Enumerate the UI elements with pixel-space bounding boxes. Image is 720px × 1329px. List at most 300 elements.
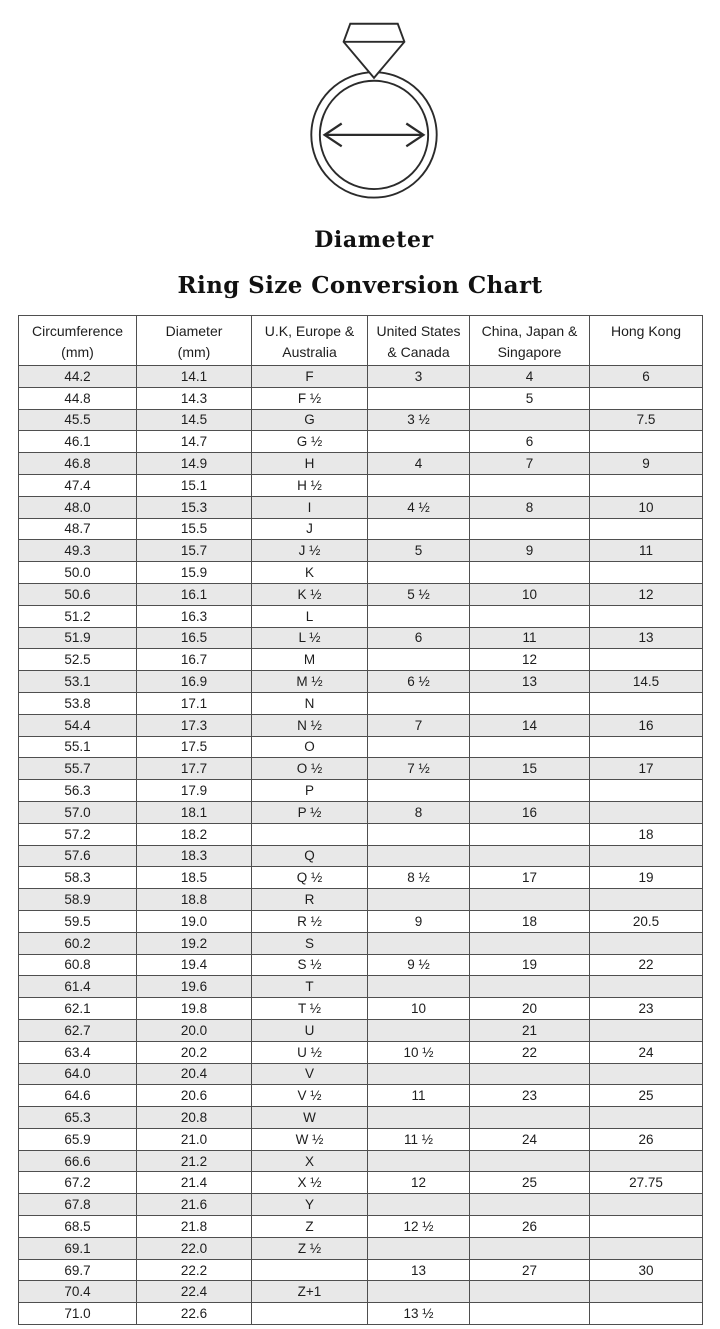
table-cell: U xyxy=(252,1019,368,1041)
table-cell xyxy=(368,976,470,998)
table-row xyxy=(19,409,703,431)
table-cell: 19.4 xyxy=(137,954,252,976)
table-cell: 13 xyxy=(470,671,590,693)
table-row xyxy=(19,758,703,780)
column-header-line1: Circumference xyxy=(31,323,124,339)
table-row xyxy=(19,453,703,475)
table-cell: 11 xyxy=(590,540,703,562)
table-cell xyxy=(368,1150,470,1172)
table-cell xyxy=(470,692,590,714)
table-cell: F ½ xyxy=(252,387,368,409)
table-cell: 21.2 xyxy=(137,1150,252,1172)
table-cell: 17 xyxy=(590,758,703,780)
table-cell: 12 xyxy=(368,1172,470,1194)
table-cell: 16.5 xyxy=(137,627,252,649)
table-cell xyxy=(590,1107,703,1129)
table-cell: 17.1 xyxy=(137,692,252,714)
table-cell: 44.2 xyxy=(19,366,137,388)
table-row xyxy=(19,387,703,409)
table-cell: 7 xyxy=(470,453,590,475)
table-cell: 15.7 xyxy=(137,540,252,562)
table-row xyxy=(19,1128,703,1150)
table-cell: 30 xyxy=(590,1259,703,1281)
column-header xyxy=(470,316,590,366)
table-cell: W ½ xyxy=(252,1128,368,1150)
diamond-icon xyxy=(344,24,405,78)
table-cell: 19.6 xyxy=(137,976,252,998)
table-cell: 20.0 xyxy=(137,1019,252,1041)
table-cell: 6 ½ xyxy=(368,671,470,693)
table-cell: 47.4 xyxy=(19,474,137,496)
table-cell: 71.0 xyxy=(19,1303,137,1325)
table-cell: 14.3 xyxy=(137,387,252,409)
column-header-line2: Australia xyxy=(282,344,337,360)
table-cell xyxy=(252,1303,368,1325)
table-cell xyxy=(590,889,703,911)
table-cell: 8 xyxy=(368,801,470,823)
table-cell: 69.1 xyxy=(19,1237,137,1259)
table-cell: 25 xyxy=(470,1172,590,1194)
column-header-line1: Hong Kong xyxy=(610,323,682,339)
table-cell: 14 xyxy=(470,714,590,736)
table-cell: 10 xyxy=(590,496,703,518)
table-cell: M xyxy=(252,649,368,671)
table-cell xyxy=(470,605,590,627)
table-cell xyxy=(368,562,470,584)
table-cell xyxy=(590,976,703,998)
column-header-line2: (mm) xyxy=(177,344,211,360)
table-cell: 15.3 xyxy=(137,496,252,518)
table-cell: 16 xyxy=(590,714,703,736)
table-cell: P xyxy=(252,780,368,802)
table-cell: 57.6 xyxy=(19,845,137,867)
table-cell: 45.5 xyxy=(19,409,137,431)
table-cell: 17.3 xyxy=(137,714,252,736)
table-cell: 48.0 xyxy=(19,496,137,518)
table-cell: 24 xyxy=(470,1128,590,1150)
column-header xyxy=(368,316,470,366)
table-cell xyxy=(590,1281,703,1303)
table-row xyxy=(19,1237,703,1259)
table-row xyxy=(19,954,703,976)
table-cell: Q xyxy=(252,845,368,867)
table-cell xyxy=(590,649,703,671)
table-cell: 22.6 xyxy=(137,1303,252,1325)
table-cell xyxy=(590,1019,703,1041)
table-cell: X xyxy=(252,1150,368,1172)
table-cell: 10 xyxy=(368,998,470,1020)
table-row xyxy=(19,496,703,518)
table-cell: 18.5 xyxy=(137,867,252,889)
table-cell: 12 xyxy=(470,649,590,671)
table-cell: 60.8 xyxy=(19,954,137,976)
table-cell xyxy=(368,1019,470,1041)
table-row xyxy=(19,1085,703,1107)
table-row xyxy=(19,1150,703,1172)
table-row xyxy=(19,366,703,388)
table-cell xyxy=(368,605,470,627)
table-cell xyxy=(590,845,703,867)
table-cell: 12 ½ xyxy=(368,1216,470,1238)
table-cell: 57.2 xyxy=(19,823,137,845)
table-cell xyxy=(470,845,590,867)
table-cell: 55.7 xyxy=(19,758,137,780)
table-cell: 11 xyxy=(470,627,590,649)
table-row xyxy=(19,562,703,584)
table-cell xyxy=(368,1237,470,1259)
table-cell xyxy=(470,409,590,431)
table-cell: 10 xyxy=(470,583,590,605)
table-cell: 53.1 xyxy=(19,671,137,693)
table-cell xyxy=(470,474,590,496)
table-cell: 6 xyxy=(368,627,470,649)
table-cell: 3 xyxy=(368,366,470,388)
table-cell: 6 xyxy=(470,431,590,453)
table-cell xyxy=(470,823,590,845)
table-cell: 24 xyxy=(590,1041,703,1063)
table-cell: Z+1 xyxy=(252,1281,368,1303)
table-cell: 58.3 xyxy=(19,867,137,889)
table-cell: N xyxy=(252,692,368,714)
table-cell: 14.9 xyxy=(137,453,252,475)
table-cell: 18 xyxy=(590,823,703,845)
table-cell: I xyxy=(252,496,368,518)
table-cell: 56.3 xyxy=(19,780,137,802)
table-cell xyxy=(470,1237,590,1259)
page-title: Ring Size Conversion Chart xyxy=(177,272,543,299)
table-cell: 59.5 xyxy=(19,910,137,932)
table-cell xyxy=(590,1216,703,1238)
table-cell: 63.4 xyxy=(19,1041,137,1063)
table-cell xyxy=(368,431,470,453)
table-row xyxy=(19,1194,703,1216)
table-cell xyxy=(368,932,470,954)
table-cell: 6 xyxy=(590,366,703,388)
table-cell: 17.7 xyxy=(137,758,252,780)
ring-with-diamond-icon xyxy=(298,14,450,214)
table-cell: M ½ xyxy=(252,671,368,693)
table-cell: 51.9 xyxy=(19,627,137,649)
table-cell: 16.9 xyxy=(137,671,252,693)
table-cell: 4 ½ xyxy=(368,496,470,518)
table-cell: Q ½ xyxy=(252,867,368,889)
table-cell: W xyxy=(252,1107,368,1129)
table-cell: 54.4 xyxy=(19,714,137,736)
table-cell: 20.2 xyxy=(137,1041,252,1063)
table-cell: 20.5 xyxy=(590,910,703,932)
table-cell: V ½ xyxy=(252,1085,368,1107)
table-row xyxy=(19,692,703,714)
table-cell xyxy=(368,845,470,867)
table-cell: 27 xyxy=(470,1259,590,1281)
table-cell: 66.6 xyxy=(19,1150,137,1172)
table-cell: 67.8 xyxy=(19,1194,137,1216)
column-header-line2: (mm) xyxy=(61,344,94,360)
table-row xyxy=(19,801,703,823)
table-cell xyxy=(470,889,590,911)
table-cell: 21.8 xyxy=(137,1216,252,1238)
table-cell: G xyxy=(252,409,368,431)
table-cell: 4 xyxy=(470,366,590,388)
table-row xyxy=(19,605,703,627)
column-header-line1: U.K, Europe & xyxy=(264,323,355,339)
column-header-line2: & Canada xyxy=(387,344,450,360)
table-row xyxy=(19,845,703,867)
table-cell: 21 xyxy=(470,1019,590,1041)
table-cell: T ½ xyxy=(252,998,368,1020)
table-cell: 46.1 xyxy=(19,431,137,453)
table-cell: 19 xyxy=(590,867,703,889)
table-cell: 17.5 xyxy=(137,736,252,758)
table-cell: J ½ xyxy=(252,540,368,562)
table-cell xyxy=(368,474,470,496)
table-cell: 20.6 xyxy=(137,1085,252,1107)
table-cell: 52.5 xyxy=(19,649,137,671)
table-row xyxy=(19,1303,703,1325)
table-row xyxy=(19,823,703,845)
column-header xyxy=(19,316,137,366)
table-cell: 53.8 xyxy=(19,692,137,714)
table-row xyxy=(19,1041,703,1063)
column-header xyxy=(252,316,368,366)
table-cell: 25 xyxy=(590,1085,703,1107)
table-cell: F xyxy=(252,366,368,388)
table-cell xyxy=(590,736,703,758)
table-cell: 58.9 xyxy=(19,889,137,911)
table-cell: 7 xyxy=(368,714,470,736)
table-row xyxy=(19,1259,703,1281)
table-cell xyxy=(590,780,703,802)
table-cell xyxy=(590,518,703,540)
table-cell: 15.1 xyxy=(137,474,252,496)
column-header-line1: United States xyxy=(376,323,461,339)
column-header xyxy=(137,316,252,366)
table-cell: 16.7 xyxy=(137,649,252,671)
table-cell: O xyxy=(252,736,368,758)
table-cell: L xyxy=(252,605,368,627)
table-cell: 26 xyxy=(590,1128,703,1150)
table-cell: 19.0 xyxy=(137,910,252,932)
table-cell xyxy=(368,1107,470,1129)
table-cell: K xyxy=(252,562,368,584)
table-cell xyxy=(368,736,470,758)
table-cell: 15 xyxy=(470,758,590,780)
table-cell: R xyxy=(252,889,368,911)
table-row xyxy=(19,1216,703,1238)
table-cell xyxy=(590,1303,703,1325)
table-cell: 5 xyxy=(368,540,470,562)
table-row xyxy=(19,780,703,802)
table-cell: X ½ xyxy=(252,1172,368,1194)
table-row xyxy=(19,736,703,758)
table-cell: 61.4 xyxy=(19,976,137,998)
table-cell: 13 ½ xyxy=(368,1303,470,1325)
table-cell: 17.9 xyxy=(137,780,252,802)
table-cell: 15.9 xyxy=(137,562,252,584)
table-cell: 22.0 xyxy=(137,1237,252,1259)
table-row xyxy=(19,1019,703,1041)
table-cell xyxy=(470,1107,590,1129)
table-cell: 12 xyxy=(590,583,703,605)
table-cell xyxy=(590,932,703,954)
column-header-line1: Diameter xyxy=(165,323,223,339)
table-row xyxy=(19,1281,703,1303)
table-cell: 50.0 xyxy=(19,562,137,584)
table-cell: 27.75 xyxy=(590,1172,703,1194)
table-cell xyxy=(590,801,703,823)
table-row xyxy=(19,714,703,736)
table-cell: R ½ xyxy=(252,910,368,932)
table-cell xyxy=(590,562,703,584)
table-cell xyxy=(590,692,703,714)
table-cell xyxy=(470,518,590,540)
diameter-arrow-icon xyxy=(325,124,424,147)
table-cell: 18.8 xyxy=(137,889,252,911)
table-cell: 10 ½ xyxy=(368,1041,470,1063)
table-cell: G ½ xyxy=(252,431,368,453)
table-cell: Y xyxy=(252,1194,368,1216)
table-cell: 68.5 xyxy=(19,1216,137,1238)
table-cell xyxy=(470,932,590,954)
table-cell xyxy=(252,823,368,845)
table-row xyxy=(19,889,703,911)
table-row xyxy=(19,867,703,889)
table-cell: 23 xyxy=(470,1085,590,1107)
table-cell: 4 xyxy=(368,453,470,475)
table-cell: 50.6 xyxy=(19,583,137,605)
table-cell: 22 xyxy=(590,954,703,976)
table-cell: 62.7 xyxy=(19,1019,137,1041)
table-cell xyxy=(368,1194,470,1216)
table-cell xyxy=(368,692,470,714)
table-cell: P ½ xyxy=(252,801,368,823)
column-header-line2: Singapore xyxy=(497,344,562,360)
table-cell: 7 ½ xyxy=(368,758,470,780)
table-cell: 65.3 xyxy=(19,1107,137,1129)
table-cell: 9 xyxy=(590,453,703,475)
table-cell: 26 xyxy=(470,1216,590,1238)
table-cell: 46.8 xyxy=(19,453,137,475)
table-row xyxy=(19,627,703,649)
table-cell: 5 ½ xyxy=(368,583,470,605)
table-cell xyxy=(470,562,590,584)
table-cell: H ½ xyxy=(252,474,368,496)
table-cell: 5 xyxy=(470,387,590,409)
table-cell xyxy=(590,1237,703,1259)
table-cell: 20.8 xyxy=(137,1107,252,1129)
table-cell xyxy=(590,1194,703,1216)
table-cell: 21.4 xyxy=(137,1172,252,1194)
table-row xyxy=(19,1063,703,1085)
table-cell: 62.1 xyxy=(19,998,137,1020)
table-cell xyxy=(590,387,703,409)
column-header xyxy=(590,316,703,366)
table-cell: 16.1 xyxy=(137,583,252,605)
table-cell xyxy=(590,1063,703,1085)
table-row xyxy=(19,474,703,496)
table-cell: 16.3 xyxy=(137,605,252,627)
table-cell: 14.7 xyxy=(137,431,252,453)
table-row xyxy=(19,932,703,954)
table-cell: 48.7 xyxy=(19,518,137,540)
table-cell xyxy=(368,649,470,671)
table-row xyxy=(19,583,703,605)
table-cell xyxy=(368,823,470,845)
table-row xyxy=(19,431,703,453)
table-cell: Z xyxy=(252,1216,368,1238)
table-cell xyxy=(590,605,703,627)
table-cell xyxy=(252,1259,368,1281)
table-row xyxy=(19,976,703,998)
table-cell: 21.6 xyxy=(137,1194,252,1216)
table-header-row xyxy=(19,316,703,366)
table-cell: J xyxy=(252,518,368,540)
table-cell: 9 xyxy=(368,910,470,932)
table-cell: 19.2 xyxy=(137,932,252,954)
table-cell: 51.2 xyxy=(19,605,137,627)
table-cell: 65.9 xyxy=(19,1128,137,1150)
column-header-line1: China, Japan & xyxy=(481,323,578,339)
table-cell xyxy=(590,1150,703,1172)
table-cell: 18.3 xyxy=(137,845,252,867)
table-cell: 15.5 xyxy=(137,518,252,540)
table-cell: 22.4 xyxy=(137,1281,252,1303)
table-cell: 57.0 xyxy=(19,801,137,823)
table-cell xyxy=(470,1194,590,1216)
table-cell: 64.0 xyxy=(19,1063,137,1085)
table-cell: 13 xyxy=(368,1259,470,1281)
table-cell: 18.1 xyxy=(137,801,252,823)
table-body xyxy=(19,366,703,1325)
table-cell xyxy=(470,780,590,802)
table-cell: 20 xyxy=(470,998,590,1020)
table-cell: 69.7 xyxy=(19,1259,137,1281)
table-cell: 14.1 xyxy=(137,366,252,388)
table-cell: 21.0 xyxy=(137,1128,252,1150)
table-cell: 60.2 xyxy=(19,932,137,954)
table-cell: 64.6 xyxy=(19,1085,137,1107)
table-cell: 7.5 xyxy=(590,409,703,431)
table-header xyxy=(19,316,703,366)
table-cell xyxy=(470,736,590,758)
table-cell: 70.4 xyxy=(19,1281,137,1303)
table-cell xyxy=(470,976,590,998)
table-cell xyxy=(590,474,703,496)
ring-size-table xyxy=(18,315,703,1325)
table-cell xyxy=(368,1063,470,1085)
table-cell: 14.5 xyxy=(590,671,703,693)
table-row xyxy=(19,910,703,932)
table-row xyxy=(19,649,703,671)
table-cell: V xyxy=(252,1063,368,1085)
table-cell: K ½ xyxy=(252,583,368,605)
table-row xyxy=(19,540,703,562)
table-cell: 18 xyxy=(470,910,590,932)
table-cell: 8 ½ xyxy=(368,867,470,889)
table-cell: 11 xyxy=(368,1085,470,1107)
table-cell: 22 xyxy=(470,1041,590,1063)
table-cell: 19 xyxy=(470,954,590,976)
table-cell: H xyxy=(252,453,368,475)
table-cell: 16 xyxy=(470,801,590,823)
table-cell xyxy=(590,431,703,453)
table-cell: 3 ½ xyxy=(368,409,470,431)
table-cell: 14.5 xyxy=(137,409,252,431)
table-cell: 20.4 xyxy=(137,1063,252,1085)
table-cell: 18.2 xyxy=(137,823,252,845)
table-cell xyxy=(368,889,470,911)
table-cell: 23 xyxy=(590,998,703,1020)
